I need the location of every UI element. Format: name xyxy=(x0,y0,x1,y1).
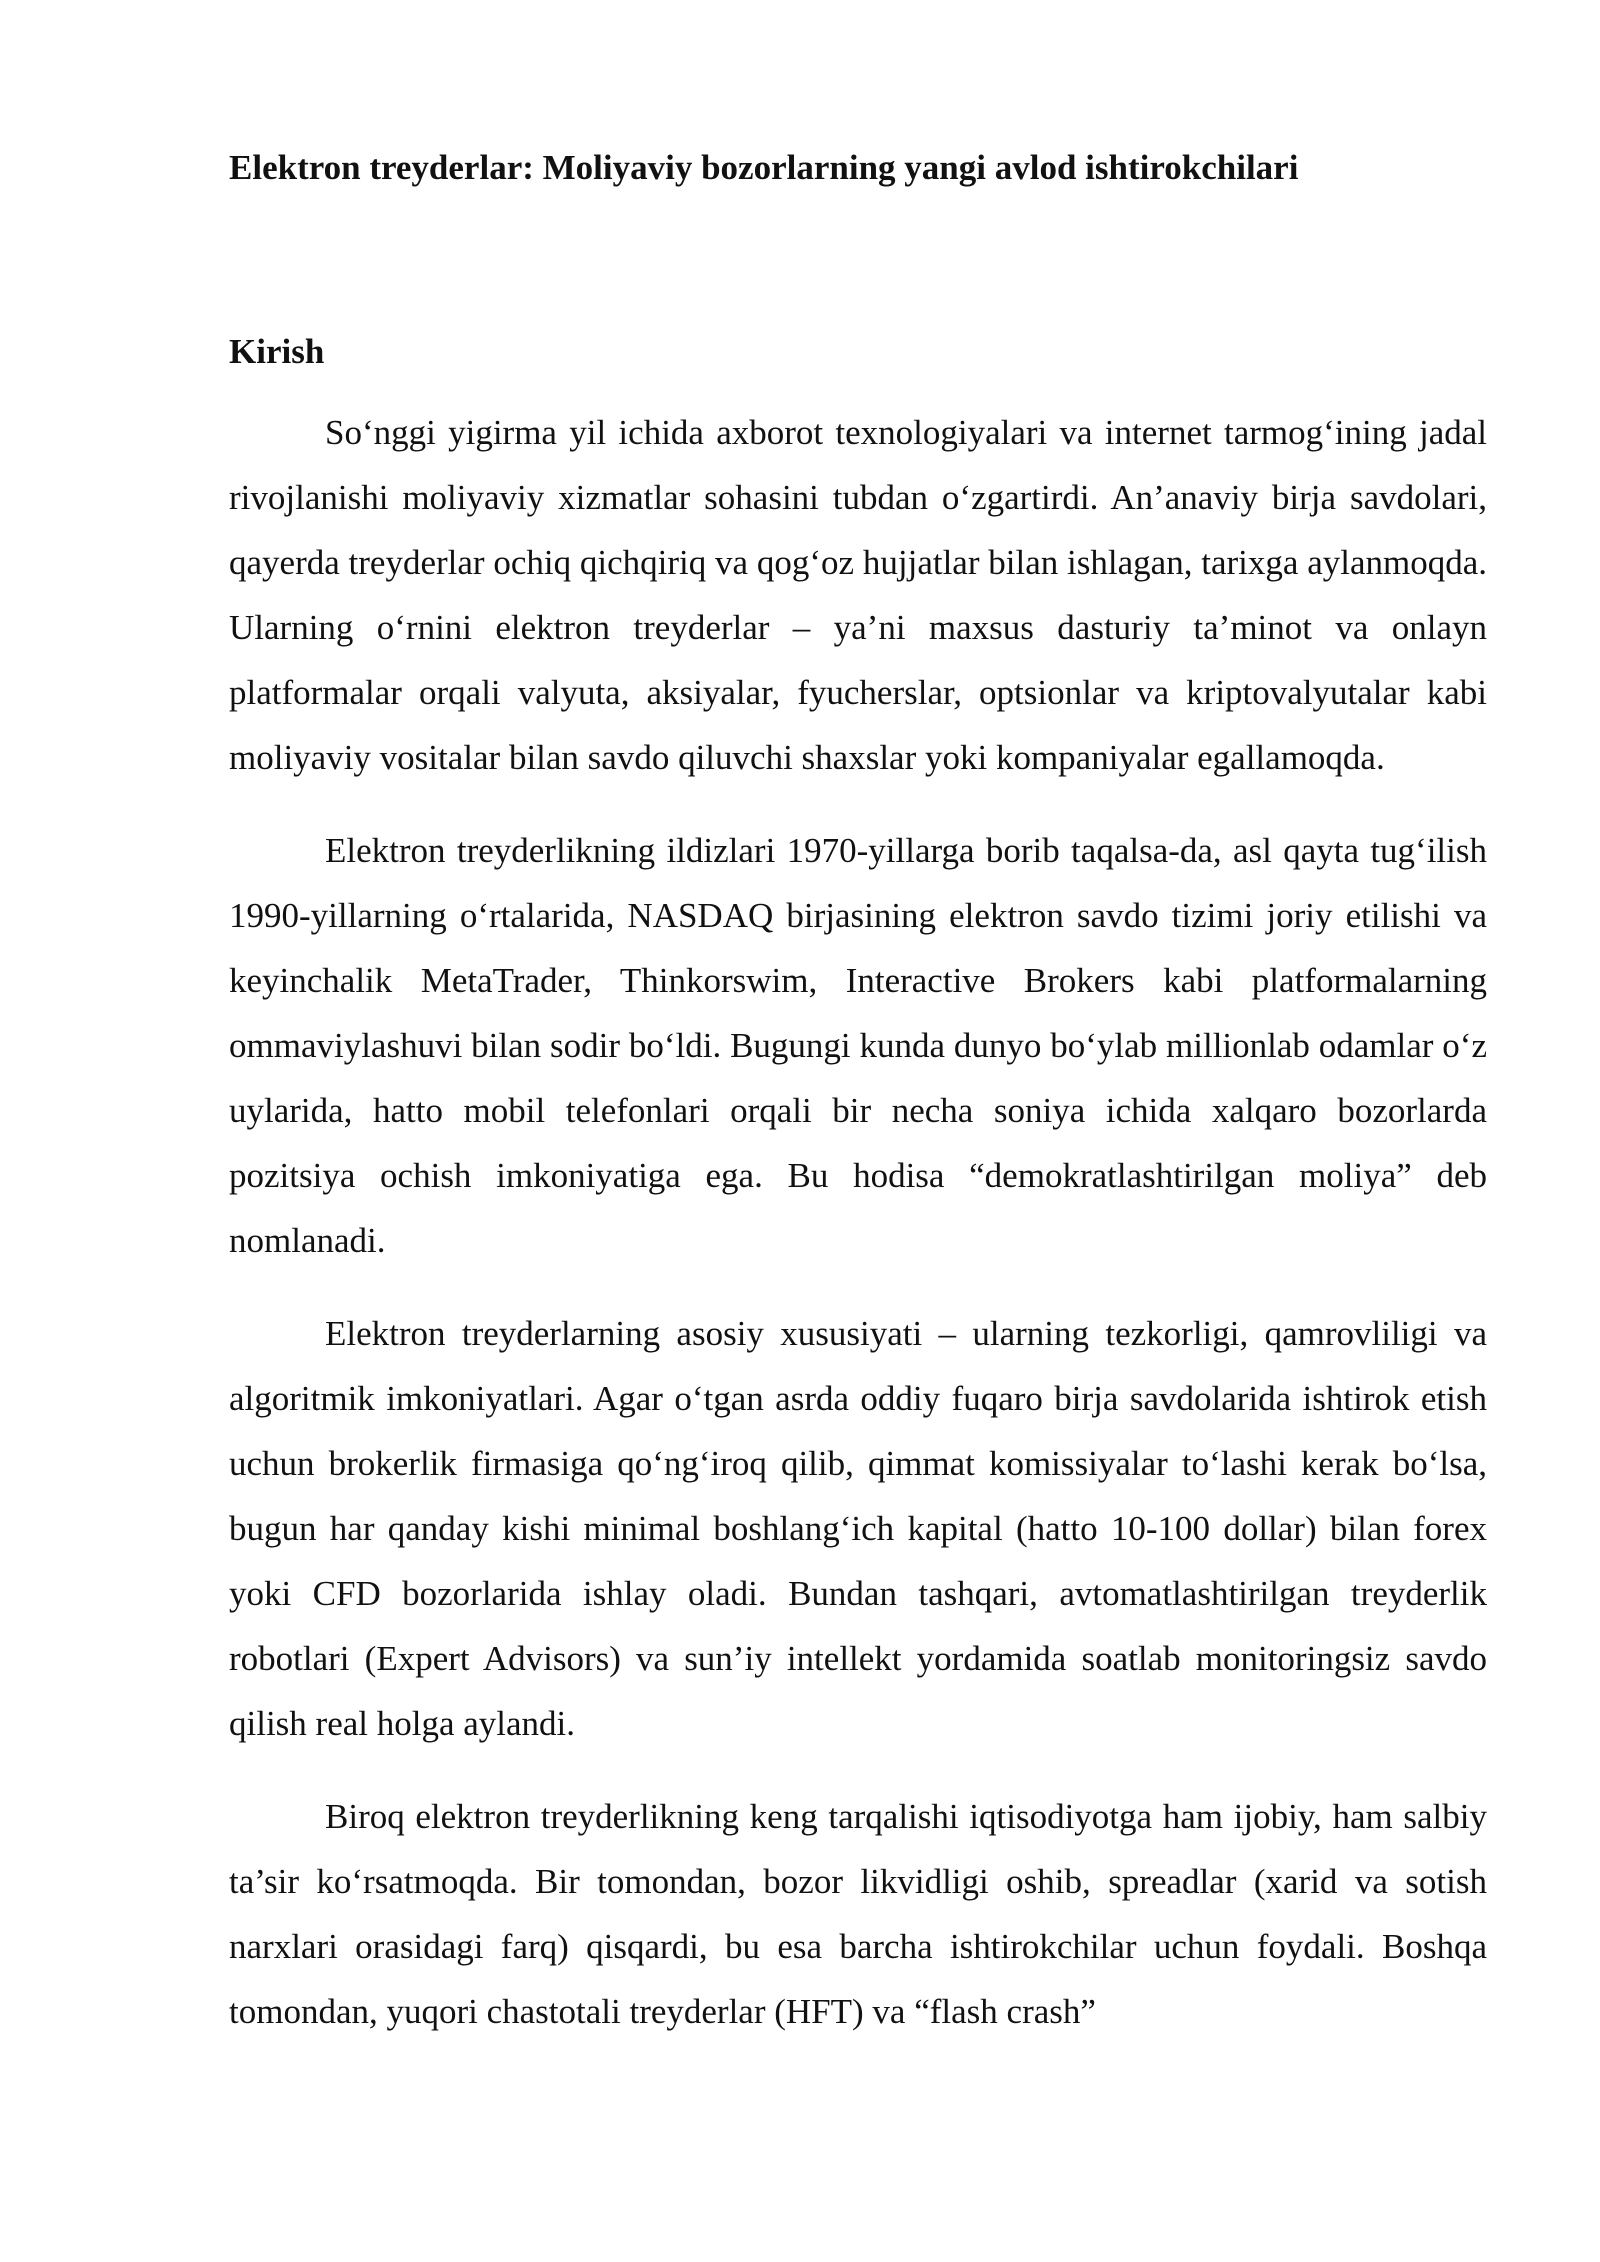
paragraph-3: Elektron treyderlarning asosiy xususiyati – ularning tezkorligi, qamrovliligi va algoritmik imkoniyatlari. Agar o‘tgan asrda oddiy fuqaro birja savdolarida ishtirok etish uchun brokerlik firmasiga qo‘ng‘iroq qilib, qimmat komissiyalar to‘lashi kerak bo‘lsa, bugun har qanday kishi minimal boshlang‘ich kapital (hatto 10-100 dollar) bilan forex yoki CFD bozorlarida ishlay oladi. Bundan tashqari, avtomatlashtirilgan treyderlik robotlari (Expert Advisors) va sun’iy intellekt yordamida soatlab monitoringsiz savdo qilish real holga aylandi. xyxy=(229,1314,1487,1743)
paragraph-2: Elektron treyderlikning ildizlari 1970-yillarga borib taqalsa-da, asl qayta tug‘ilish 1990-yillarning o‘rtalarida, NASDAQ birjasining elektron savdo tizimi joriy etilishi va keyinchalik MetaTrader, Thinkorswim, Interactive Brokers kabi platformalarning ommaviylashuvi bilan sodir bo‘ldi. Bugungi kunda dunyo bo‘ylab millionlab odamlar o‘z uylarida, hatto mobil telefonlari orqali bir necha soniya ichida xalqaro bozorlarda pozitsiya ochish imkoniyatiga ega. Bu hodisa “demokratlashtirilgan moliya” deb nomlanadi. xyxy=(229,831,1487,1260)
document-body xyxy=(229,146,1487,2044)
paragraph-1: So‘nggi yigirma yil ichida axborot texnologiyalari va internet tarmog‘ining jadal rivojlanishi moliyaviy xizmatlar sohasini tubdan o‘zgartirdi. An’anaviy birja savdolari, qayerda treyderlar ochiq qichqiriq va qog‘oz hujjatlar bilan ishlagan, tarixga aylanmoqda. Ularning o‘rnini elektron treyderlar – ya’ni maxsus dasturiy ta’minot va onlayn platformalar orqali valyuta, aksiyalar, fyucherslar, optsionlar va kriptovalyutalar kabi moliyaviy vositalar bilan savdo qiluvchi shaxslar yoki kompaniyalar egallamoqda. xyxy=(229,413,1487,777)
document-title: Elektron treyderlar: Moliyaviy bozorlarning yangi avlod ishtirokchilari xyxy=(229,148,1299,187)
paragraph-4: Biroq elektron treyderlikning keng tarqalishi iqtisodiyotga ham ijobiy, ham salbiy ta’sir ko‘rsatmoqda. Bir tomondan, bozor likvidligi oshib, spreadlar (xarid va sotish narxlari orasidagi farq) qisqardi, bu esa barcha ishtirokchilar uchun foydali. Boshqa tomondan, yuqori chastotali treyderlar (HFT) va “flash crash” xyxy=(229,1797,1487,2031)
section-heading-kirish: Kirish xyxy=(229,332,325,371)
